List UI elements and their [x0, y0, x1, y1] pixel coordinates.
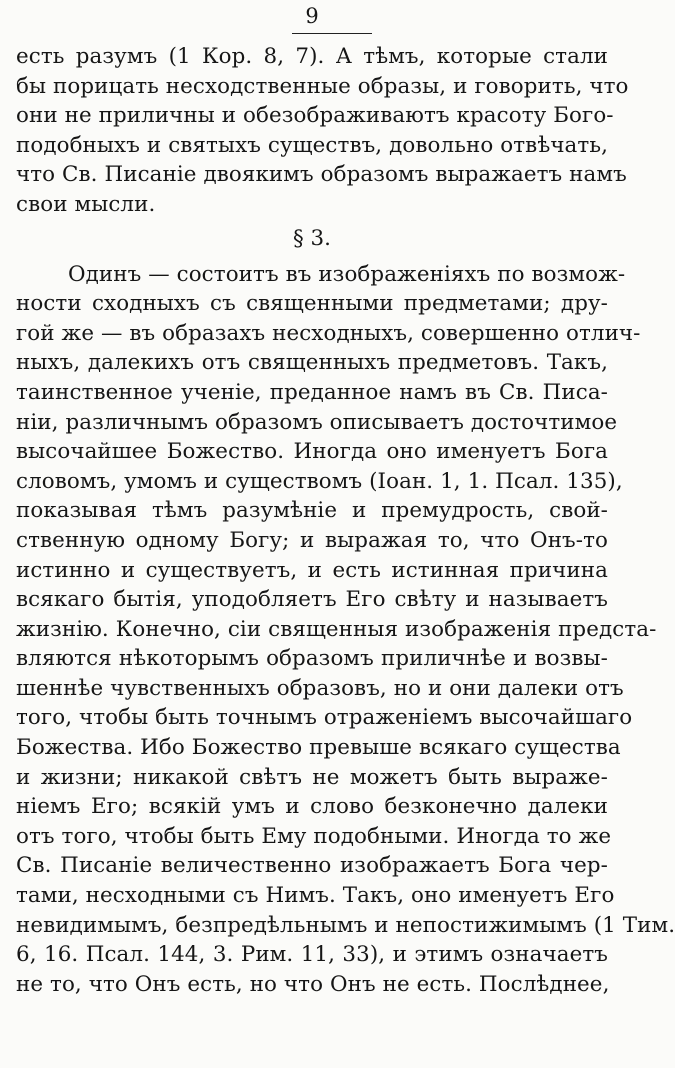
header-rule — [292, 33, 372, 34]
text-line: ности сходныхъ съ священными предметами; дру- — [16, 291, 608, 317]
text-line: высочайшее Божество. Иногда оно именуетъ Бога — [16, 439, 608, 465]
text-line: Божества. Ибо Божество превыше всякаго существа — [16, 735, 621, 761]
text-line: ныхъ, далекихъ отъ священныхъ предметовъ. Такъ, — [16, 350, 608, 376]
paragraph-2 — [16, 260, 675, 1000]
text-line: шеннѣе чувственныхъ образовъ, но и они далеки отъ — [16, 675, 624, 701]
text-line: ніемъ Его; всякій умъ и слово безконечно далеки — [16, 794, 608, 820]
text-line: есть разумъ (1 Кор. 8, 7). А тѣмъ, которые стали — [16, 44, 608, 69]
text-line: свои мысли. — [16, 191, 156, 217]
text-line: истинно и существуетъ, и есть истинная причина — [16, 557, 608, 583]
text-line: таинственное ученіе, преданное намъ въ Св. Писа- — [16, 379, 608, 405]
text-line: гой же — въ образахъ несходныхъ, совершенно отлич- — [16, 320, 641, 346]
text-line: не то, что Онъ есть, но что Онъ не есть. Послѣднее, — [16, 971, 610, 997]
text-line: словомъ, умомъ и существомъ (Іоан. 1, 1. Псал. 135), — [16, 468, 623, 494]
text-line: что Св. Писаніе двоякимъ образомъ выражаетъ намъ — [16, 162, 627, 188]
page-number: 9 — [305, 4, 319, 28]
paragraph-1 — [16, 42, 629, 220]
text-line: жизнію. Конечно, сіи священныя изображенія предста- — [16, 616, 657, 642]
text-line: того, чтобы быть точнымъ отраженіемъ высочайшаго — [16, 705, 633, 731]
page-header — [16, 0, 608, 34]
text-line: тами, несходными съ Нимъ. Такъ, оно именуетъ Его — [16, 883, 615, 909]
text-line: Одинъ — состоитъ въ изображеніяхъ по возмож- — [68, 261, 626, 287]
text-line: вляются нѣкоторымъ образомъ приличнѣе и возвы- — [16, 646, 608, 672]
text-line: и жизни; никакой свѣтъ не можетъ быть выраже- — [16, 764, 608, 790]
text-line: всякаго бытія, уподобляетъ Его свѣту и называетъ — [16, 587, 608, 613]
text-line: отъ того, чтобы быть Ему подобными. Иногда то же — [16, 823, 612, 849]
text-line: показывая тѣмъ разумѣніе и премудрость, свой- — [16, 498, 608, 524]
text-line: 6, 16. Псал. 144, 3. Рим. 11, 33), и этимъ означаетъ — [16, 942, 608, 968]
text-line: ніи, различнымъ образомъ описываетъ досточтимое — [16, 409, 618, 435]
text-line: Св. Писаніе величественно изображаетъ Бога чер- — [16, 853, 608, 879]
text-line: они не приличны и обезображиваютъ красоту Бого- — [16, 103, 614, 129]
section-heading: § 3. — [293, 225, 331, 251]
text-line: бы порицать несходственные образы, и говорить, что — [16, 73, 629, 99]
text-line: невидимымъ, безпредѣльнымъ и непостижимымъ (1 Тим. — [16, 912, 675, 938]
page-body — [16, 42, 675, 999]
text-line: ственную одному Богу; и выражая то, что Онъ-то — [16, 527, 608, 553]
text-line: подобныхъ и святыхъ существъ, довольно отвѣчать, — [16, 132, 608, 158]
